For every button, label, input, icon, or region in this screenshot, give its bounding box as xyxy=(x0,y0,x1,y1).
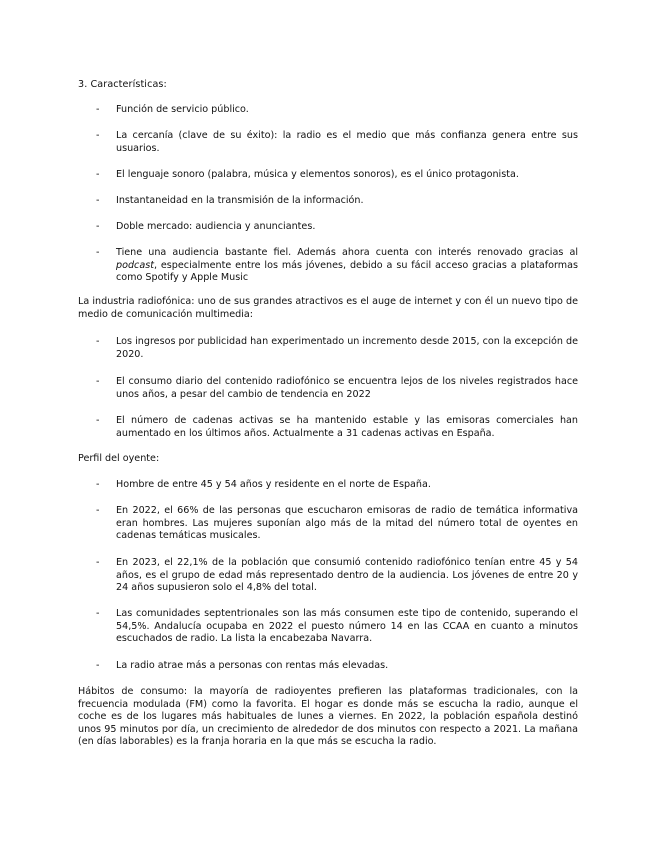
list-item-text: El lenguaje sonoro (palabra, música y elementos sonoros), es el único protagonista. xyxy=(116,169,519,180)
bullet-dash: - xyxy=(96,221,100,232)
industria-intro: La industria radiofónica: uno de sus grandes atractivos es el auge de internet y con él un nuevo tipo de medio de comunicación multimedia: xyxy=(78,296,578,320)
bullet-dash: - xyxy=(96,130,100,141)
bullet-dash: - xyxy=(96,169,100,180)
bullet-dash: - xyxy=(96,247,100,258)
bullet-dash: - xyxy=(96,415,100,426)
bullet-dash: - xyxy=(96,660,100,671)
list-item-text: Instantaneidad en la transmisión de la información. xyxy=(116,195,364,206)
bullet-dash: - xyxy=(96,195,100,206)
text-after: , especialmente entre los más jóvenes, debido a su fácil acceso gracias a plataformas como Spotify y Apple Music xyxy=(116,259,578,283)
list-item-text: En 2023, el 22,1% de la población que consumió contenido radiofónico tenían entre 45 y 54 años, es el grupo de edad más representado dentro de la audiencia. Los jóvenes de entre 20 y 24 años supusieron solo el 4,8% del total. xyxy=(116,557,578,593)
list-item-text: El consumo diario del contenido radiofónico se encuentra lejos de los niveles registrados hace unos años, a pesar del cambio de tendencia en 2022 xyxy=(116,376,578,400)
list-item-text: El número de cadenas activas se ha mantenido estable y las emisoras comerciales han aumentado en los últimos años. Actualmente a 31 cadenas activas en España. xyxy=(116,415,578,439)
list-item-text: Doble mercado: audiencia y anunciantes. xyxy=(116,221,316,232)
list-item-text: Los ingresos por publicidad han experimentado un incremento desde 2015, con la excepción de 2020. xyxy=(116,336,578,360)
list-item-text xyxy=(116,247,578,285)
list-item-text: Las comunidades septentrionales son las más consumen este tipo de contenido, superando el 54,5%. Andalucía ocupaba en 2022 el puesto número 14 en las CCAA en cuanto a minutos escuchados de radio. La lista la encabezaba Navarra. xyxy=(116,608,578,644)
podcast-emphasis: podcast xyxy=(116,259,154,271)
bullet-dash: - xyxy=(96,505,100,516)
bullet-dash: - xyxy=(96,336,100,347)
bullet-dash: - xyxy=(96,557,100,568)
bullet-dash: - xyxy=(96,479,100,490)
habitos-paragraph: Hábitos de consumo: la mayoría de radioyentes prefieren las plataformas tradicionales, con la frecuencia modulada (FM) como la favorita. El hogar es donde más se escucha la radio, aunque el coche es de los lugares más habituales de lunes a viernes. En 2022, la población española destinó unos 95 minutos por día, un crecimiento de alrededor de dos minutos con respecto a 2021. La mañana (en días laborables) es la franja horaria en la que más se escucha la radio. xyxy=(78,686,578,747)
list-item-text: En 2022, el 66% de las personas que escucharon emisoras de radio de temática informativa eran hombres. Las mujeres suponían algo más de la mitad del número total de oyentes en cadenas temáticas musicales. xyxy=(116,505,578,541)
list-item-text: Función de servicio público. xyxy=(116,104,249,115)
section-heading: 3. Características: xyxy=(78,79,167,90)
bullet-dash: - xyxy=(96,104,100,115)
list-item-text: La radio atrae más a personas con rentas más elevadas. xyxy=(116,660,389,671)
list-item-text: La cercanía (clave de su éxito): la radio es el medio que más confianza genera entre sus usuarios. xyxy=(116,130,578,154)
perfil-intro: Perfil del oyente: xyxy=(78,453,160,464)
bullet-dash: - xyxy=(96,608,100,619)
list-item-text: Hombre de entre 45 y 54 años y residente en el norte de España. xyxy=(116,479,431,490)
bullet-dash: - xyxy=(96,376,100,387)
text-before: Tiene una audiencia bastante fiel. Además ahora cuenta con interés renovado gracias al xyxy=(116,247,578,258)
